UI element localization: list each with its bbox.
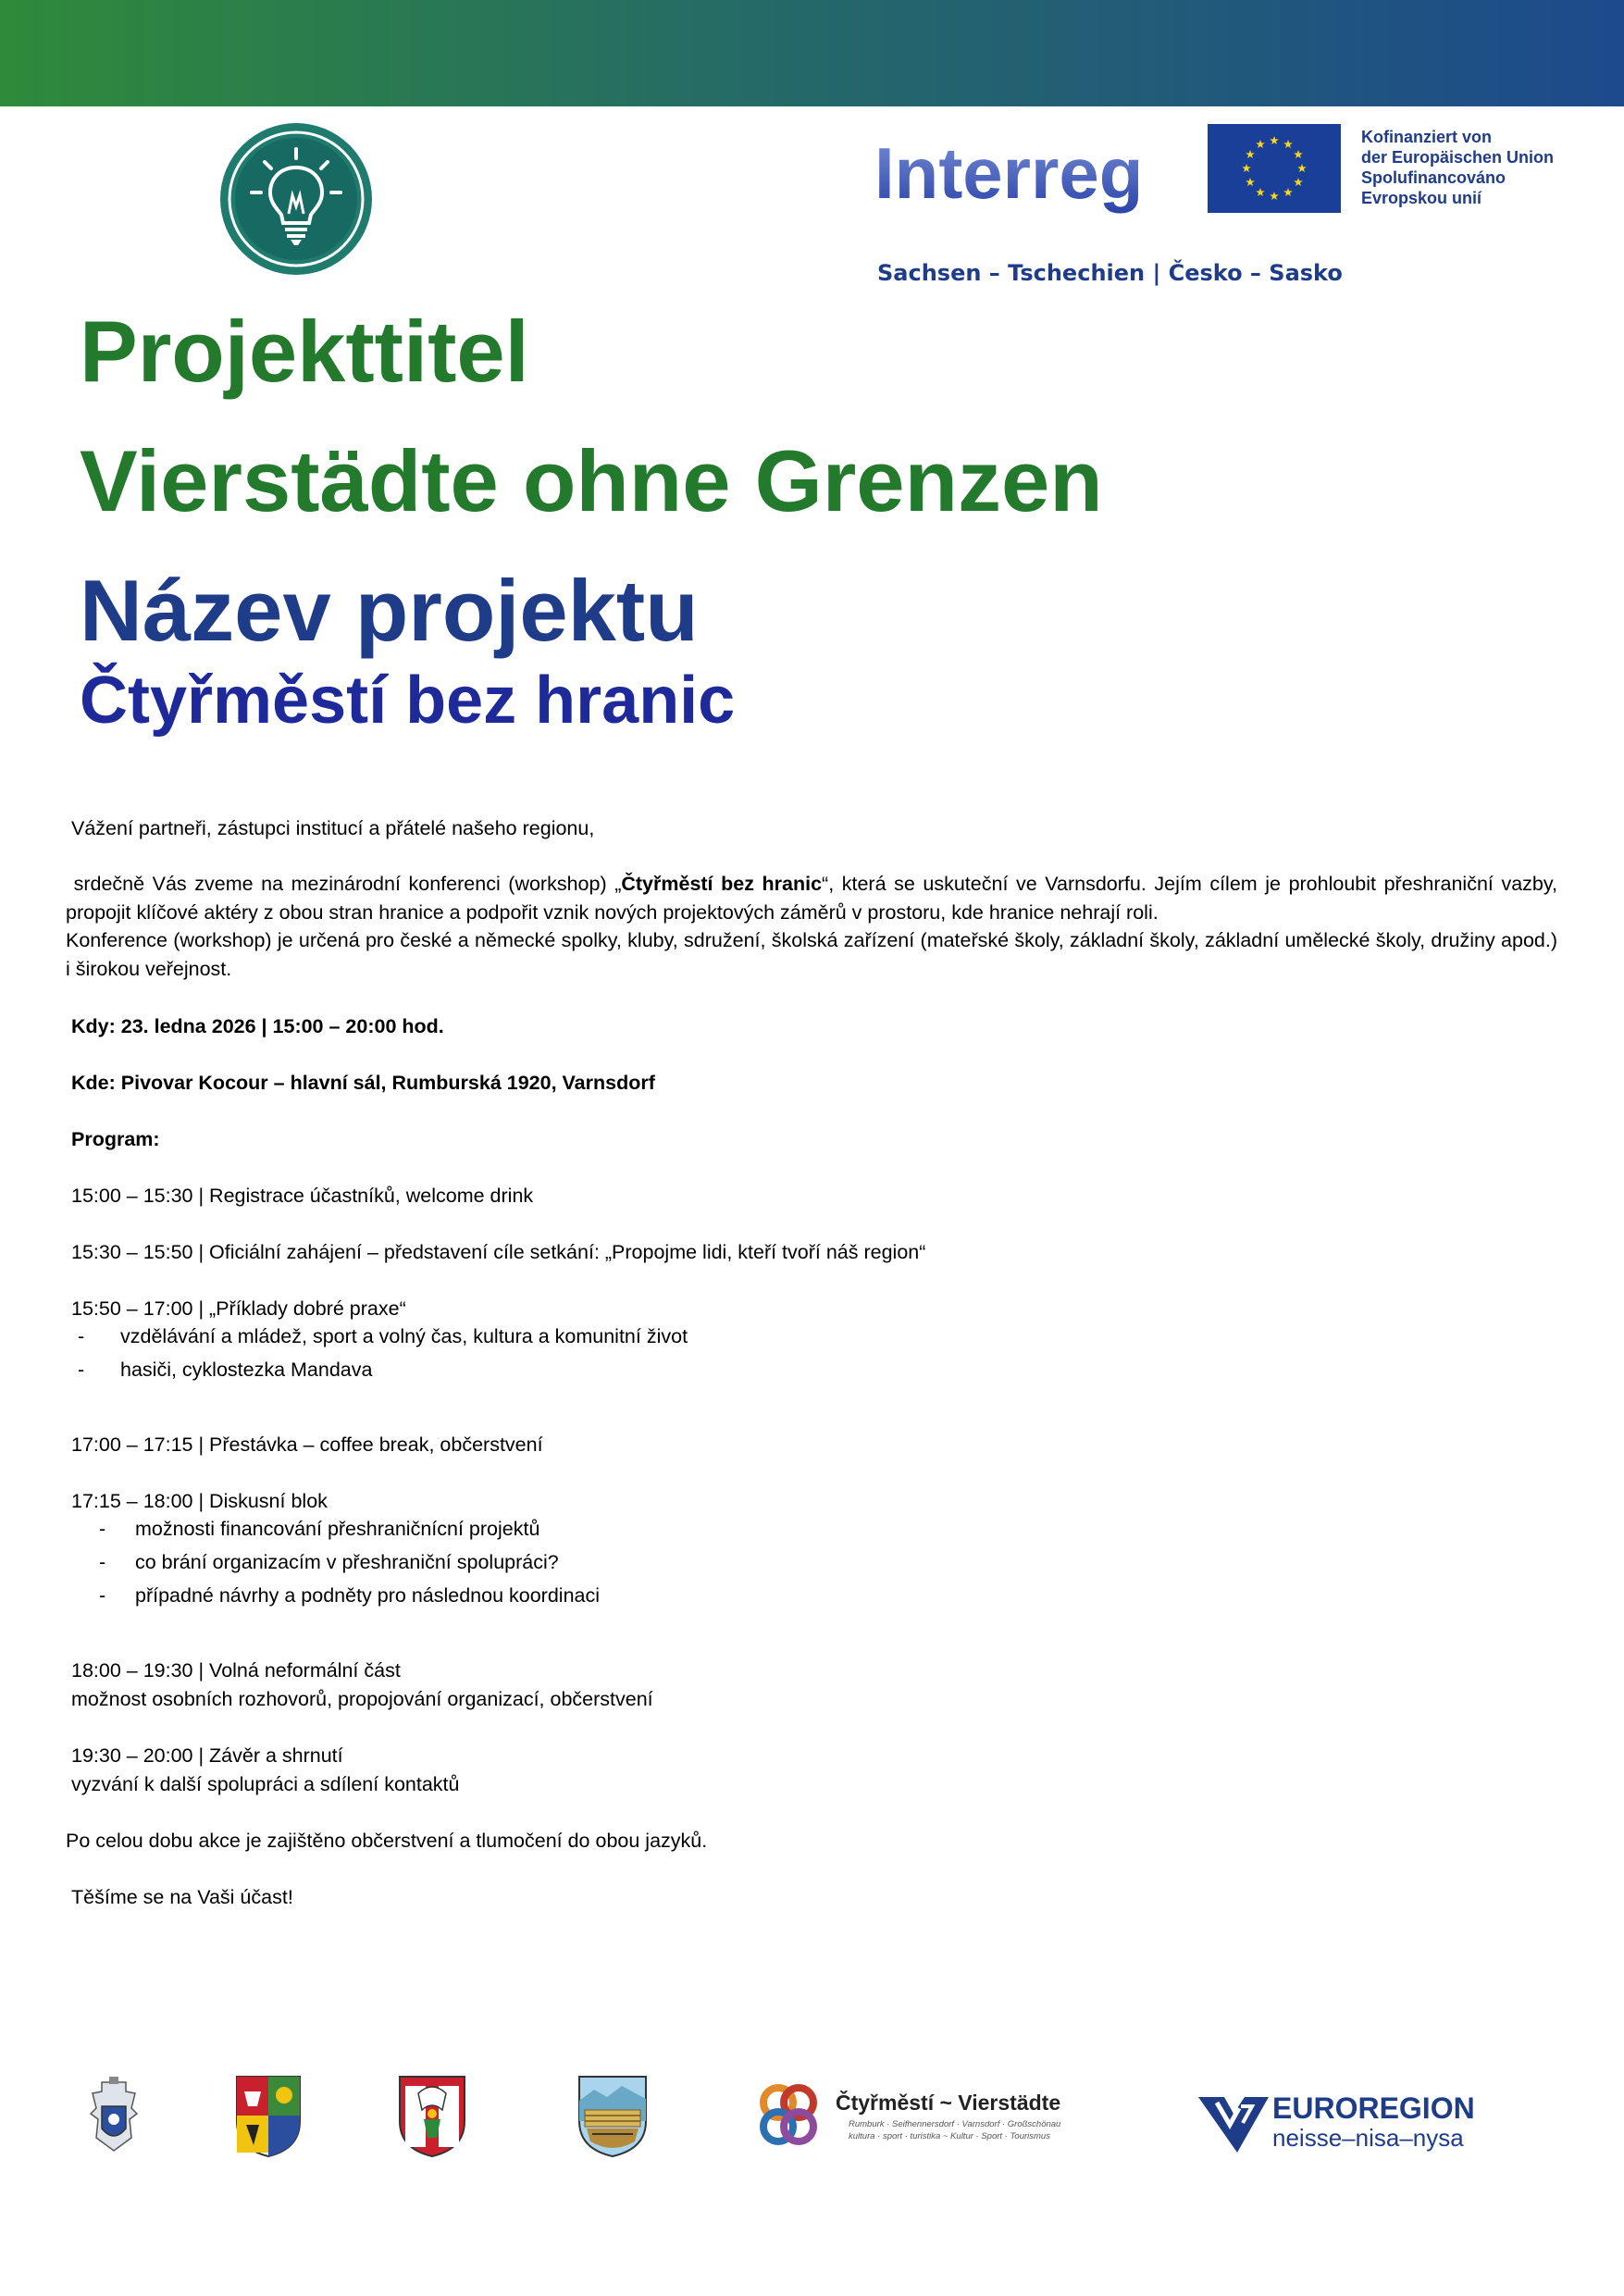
ctyrmesti-topics: kultura · sport · turistika ~ Kultur · Sport · Tourismus xyxy=(849,2131,1050,2141)
interreg-logo xyxy=(874,135,1171,218)
eu-line: der Europäischen Union xyxy=(1361,148,1555,167)
program-label: Program: xyxy=(71,1128,160,1150)
program-bullet: možnosti financování přeshraničnícní projektů xyxy=(135,1518,540,1540)
top-gradient-bar xyxy=(0,0,1624,106)
title-de-label: Projekttitel xyxy=(80,303,529,400)
program-bullet: hasiči, cyklostezka Mandava xyxy=(120,1359,373,1381)
eu-flag-icon xyxy=(1208,124,1341,213)
ctyrmesti-towns: Rumburk · Seifhennersdorf · Varnsdorf · Großschönau xyxy=(849,2119,1061,2129)
coat-of-arms-varnsdorf-icon xyxy=(396,2073,468,2158)
program-item: 18:00 – 19:30 | Volná neformální část xyxy=(71,1659,401,1682)
euroregion-subtitle: neisse–nisa–nysa xyxy=(1272,2124,1464,2152)
euroregion-title: EUROREGION xyxy=(1272,2091,1475,2125)
event-when: Kdy: 23. ledna 2026 | 15:00 – 20:00 hod. xyxy=(71,1015,444,1037)
program-item: 19:30 – 20:00 | Závěr a shrnutí xyxy=(71,1744,343,1767)
ctyrmesti-title: Čtyřměstí ~ Vierstädte xyxy=(836,2091,1061,2115)
title-cz-name: Čtyřměstí bez hranic xyxy=(80,664,736,738)
event-where: Kde: Pivovar Kocour – hlavní sál, Rumburská 1920, Varnsdorf xyxy=(71,1072,655,1094)
lightbulb-logo-icon xyxy=(218,121,374,277)
eu-cofinanced-text xyxy=(1361,127,1554,208)
euroregion-logo-icon xyxy=(1196,2093,1271,2160)
intro-post: “, která se uskuteční ve Varnsdorfu. Jejím cílem je prohloubit přeshraniční vazby, propojit klíčové aktéry z obou stran hranice a podpořit vznik nových projektových záměrů v prostoru, kde hranice nehrají roli. xyxy=(66,873,1557,924)
program-item: 17:00 – 17:15 | Přestávka – coffee break, občerstvení xyxy=(71,1433,543,1456)
interreg-word: Interreg xyxy=(874,135,1144,214)
program-item: 15:30 – 15:50 | Oficiální zahájení – představení cíle setkání: „Propojme lidi, kteří tvoří náš region“ xyxy=(71,1241,926,1263)
title-cz-label: Název projektu xyxy=(80,562,699,659)
bullet-dash: - xyxy=(99,1551,106,1573)
audience-paragraph: Konference (workshop) je určená pro české a německé spolky, kluby, sdružení, školská zařízení (mateřské školy, základní školy, základní umělecké školy, družiny apod.) i širokou veřejnost. xyxy=(66,929,1557,980)
program-item: 15:00 – 15:30 | Registrace účastníků, welcome drink xyxy=(71,1185,534,1207)
closing-note: Po celou dobu akce je zajištěno občerstvení a tlumočení do obou jazyků. xyxy=(66,1830,708,1852)
program-region-line: Sachsen – Tschechien | Česko – Sasko xyxy=(877,260,1343,286)
program-bullet: vzdělávání a mládež, sport a volný čas, kultura a komunitní život xyxy=(120,1325,688,1347)
coat-of-arms-grossschoenau-icon xyxy=(576,2073,650,2158)
intro-pre: srdečně Vás zveme na mezinárodní konferenci (workshop) „ xyxy=(73,873,622,895)
eu-line: Evropskou unií xyxy=(1361,189,1482,207)
bullet-dash: - xyxy=(78,1325,85,1347)
bullet-dash: - xyxy=(99,1518,106,1540)
bullet-dash: - xyxy=(78,1359,85,1381)
title-de-name: Vierstädte ohne Grenzen xyxy=(80,432,1103,529)
greeting: Vážení partneři, zástupci institucí a přátelé našeho regionu, xyxy=(71,817,595,839)
coat-of-arms-rumburk-icon xyxy=(83,2073,144,2154)
eu-line: Spolufinancováno xyxy=(1361,168,1506,187)
intro-bold: Čtyřměstí bez hranic xyxy=(621,873,823,895)
program-bullet: případné návrhy a podněty pro následnou koordinaci xyxy=(135,1584,601,1607)
program-item-sub: vyzvání k další spolupráci a sdílení kontaktů xyxy=(71,1773,460,1795)
program-bullet: co brání organizacím v přeshraniční spolupráci? xyxy=(135,1551,559,1573)
eu-line: Kofinanziert von xyxy=(1361,128,1493,146)
program-item: 15:50 – 17:00 | „Příklady dobré praxe“ xyxy=(71,1297,406,1320)
intro-paragraph xyxy=(66,870,1557,926)
program-item-sub: možnost osobních rozhovorů, propojování organizací, občerstvení xyxy=(71,1688,653,1710)
bullet-dash: - xyxy=(99,1584,106,1607)
ctyrmesti-logo-icon xyxy=(754,2082,823,2151)
program-item: 17:15 – 18:00 | Diskusní blok xyxy=(71,1490,328,1512)
coat-of-arms-seifhennersdorf-icon xyxy=(233,2073,304,2158)
closing: Těšíme se na Vaši účast! xyxy=(71,1886,293,1908)
